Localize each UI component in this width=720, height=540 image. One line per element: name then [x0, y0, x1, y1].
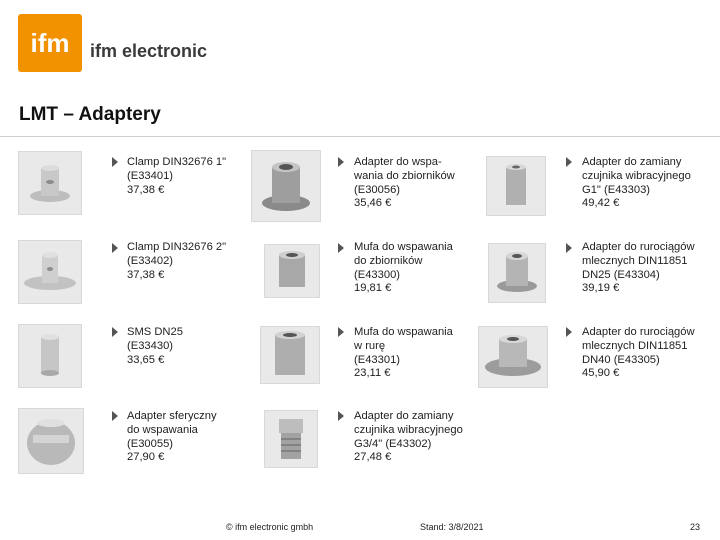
bullet-icon	[112, 157, 118, 167]
footer-stand: Stand: 3/8/2021	[420, 522, 484, 532]
page-number: 23	[690, 522, 701, 532]
product-image	[488, 243, 546, 303]
footer-copyright: © ifm electronic gmbh	[226, 522, 314, 532]
product-text: Adapter do wspa- wania do zbiorników (E30056) 35,46 €	[354, 156, 455, 210]
page-title: LMT – Adaptery	[19, 104, 161, 125]
product-text: Clamp DIN32676 1" (E33401) 37,38 €	[127, 156, 227, 196]
bullet-icon	[338, 411, 344, 421]
bullet-icon	[112, 243, 118, 253]
product-image	[264, 244, 320, 298]
bullet-icon	[112, 327, 118, 337]
bullet-icon	[566, 327, 572, 337]
divider	[0, 136, 720, 137]
brand-name: ifm electronic	[90, 41, 208, 61]
product-image	[486, 156, 546, 216]
product-text: Mufa do wspawania do zbiorników (E43300) 19,81 €	[354, 241, 453, 295]
bullet-icon	[566, 243, 572, 253]
product-text: Adapter do zamiany czujnika wibracyjnego G3/4" (E43302) 27,48 €	[354, 410, 463, 464]
product-text: Adapter do zamiany czujnika wibracyjnego G1" (E43303) 49,42 €	[582, 156, 691, 210]
product-text: Adapter sferyczny do wspawania (E30055) 27,90 €	[127, 410, 217, 464]
product-image	[260, 326, 320, 384]
ifm-logo	[18, 14, 82, 72]
bullet-icon	[338, 327, 344, 337]
product-text: Mufa do wspawania w rurę (E43301) 23,11 €	[354, 326, 453, 380]
logo-text: ifm	[30, 28, 70, 58]
bullet-icon	[338, 157, 344, 167]
product-image	[251, 150, 321, 222]
product-image	[18, 324, 82, 388]
bullet-icon	[566, 157, 572, 167]
product-text: SMS DN25 (E33430) 33,65 €	[127, 326, 183, 366]
product-image	[264, 410, 318, 468]
product-text: Adapter do rurociągów mlecznych DIN11851 DN40 (E43305) 45,90 €	[582, 326, 695, 380]
product-text: Clamp DIN32676 2" (E33402) 37,38 €	[127, 241, 227, 281]
product-image	[18, 408, 84, 474]
product-text: Adapter do rurociągów mlecznych DIN11851 DN25 (E43304) 39,19 €	[582, 241, 695, 295]
product-image	[478, 326, 548, 388]
bullet-icon	[112, 411, 118, 421]
product-image	[18, 151, 82, 215]
product-image	[18, 240, 82, 304]
bullet-icon	[338, 243, 344, 253]
